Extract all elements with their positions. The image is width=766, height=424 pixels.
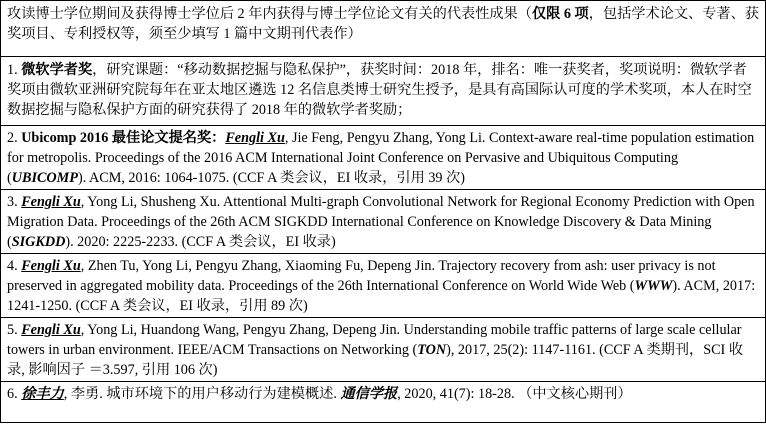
author-name: Fengli Xu	[21, 322, 81, 338]
achievement-item-5	[1, 317, 765, 381]
achievement-item-1	[1, 56, 765, 125]
citation-text: , Jie Feng, Pengyu Zhang, Yong Li. Context-aware real-time population estimation for metropolis. Proceedings of the 2016 ACM International Joint Conference on Pervasive and Ubiquitous Computing (	[7, 130, 755, 186]
achievement-item-4	[1, 253, 765, 317]
item-number: 3.	[7, 194, 22, 210]
item-number: 5.	[7, 322, 22, 338]
author-name: Fengli Xu	[21, 258, 81, 274]
item-number: 1.	[7, 62, 22, 78]
item-number: 4.	[7, 258, 22, 274]
award-name: Ubicomp 2016 最佳论文提名奖：	[21, 130, 226, 146]
citation-details: ). 2020: 2225-2233. (CCF A 类会议，EI 收录)	[65, 234, 336, 250]
venue-name: 通信学报	[340, 386, 398, 402]
award-name: 微软学者奖	[21, 62, 93, 78]
citation-text: , Yong Li, Shusheng Xu. Attentional Multi-graph Convolutional Network for Regional Economy Prediction with Open Migration Data. Proceedings of the 26th ACM SIGKDD International Conference on Knowledge Discovery & Data Mining (	[7, 194, 755, 250]
table-header	[1, 1, 765, 56]
item-description: ，研究课题：“移动数据挖掘与隐私保护”，获奖时间：2018 年，排名：唯一获奖者，奖项说明：微软学者奖项由微软亚洲研究院每年在亚太地区遴选 12 名信息类博士研究生授予，是具有高国际认可度的学术奖项，本人在时空数据挖掘与隐私保护方面的研究获得了 2018 年的微软学者奖励；	[7, 62, 752, 118]
citation-text: , Zhen Tu, Yong Li, Pengyu Zhang, Xiaoming Fu, Depeng Jin. Trajectory recovery from ash: user privacy is not preserved in aggregated mobility data. Proceedings of the 26th International Conference on World Wide Web (	[7, 258, 716, 294]
venue-name: TON	[417, 342, 447, 358]
header-text-a: 攻读博士学位期间及获得博士学位后 2 年内获得与博士学位论文有关的代表性成果（	[7, 6, 532, 22]
achievement-item-2	[1, 125, 765, 189]
header-limit: 仅限 6 项	[531, 6, 589, 22]
citation-details: , 2020, 41(7): 18-28. （中文核心期刊）	[397, 386, 632, 402]
venue-name: UBICOMP	[11, 170, 78, 186]
author-name: Fengli Xu	[225, 130, 285, 146]
venue-name: SIGKDD	[11, 234, 66, 250]
author-name: Fengli Xu	[21, 194, 81, 210]
citation-details: ), 2017, 25(2): 1147-1161. (CCF A 类期刊，SCI 收录, 影响因子 ＝3.597, 引用 106 次)	[7, 342, 744, 378]
citation-details: ). ACM, 2017: 1241-1250. (CCF A 类会议，EI 收录，引用 89 次)	[7, 278, 756, 314]
venue-name: WWW	[634, 278, 673, 294]
author-name: 徐丰力	[21, 386, 64, 402]
citation-details: ). ACM, 2016: 1064-1075. (CCF A 类会议，EI 收录，引用 39 次)	[77, 170, 465, 186]
citation-text: , Yong Li, Huandong Wang, Pengyu Zhang, Depeng Jin. Understanding mobile traffic patterns of large scale cellular towers in urban environment. IEEE/ACM Transactions on Networking (	[7, 322, 742, 358]
header-text-b: ，包括学术论文、专著、获奖项目、专利授权等，须至少填写 1 篇中文期刊代表作）	[7, 6, 759, 42]
citation-text: , 李勇. 城市环境下的用户移动行为建模概述.	[63, 386, 341, 402]
achievement-item-6	[1, 381, 765, 424]
item-number: 2.	[7, 130, 22, 146]
item-number: 6.	[7, 386, 22, 402]
achievement-item-3	[1, 189, 765, 253]
